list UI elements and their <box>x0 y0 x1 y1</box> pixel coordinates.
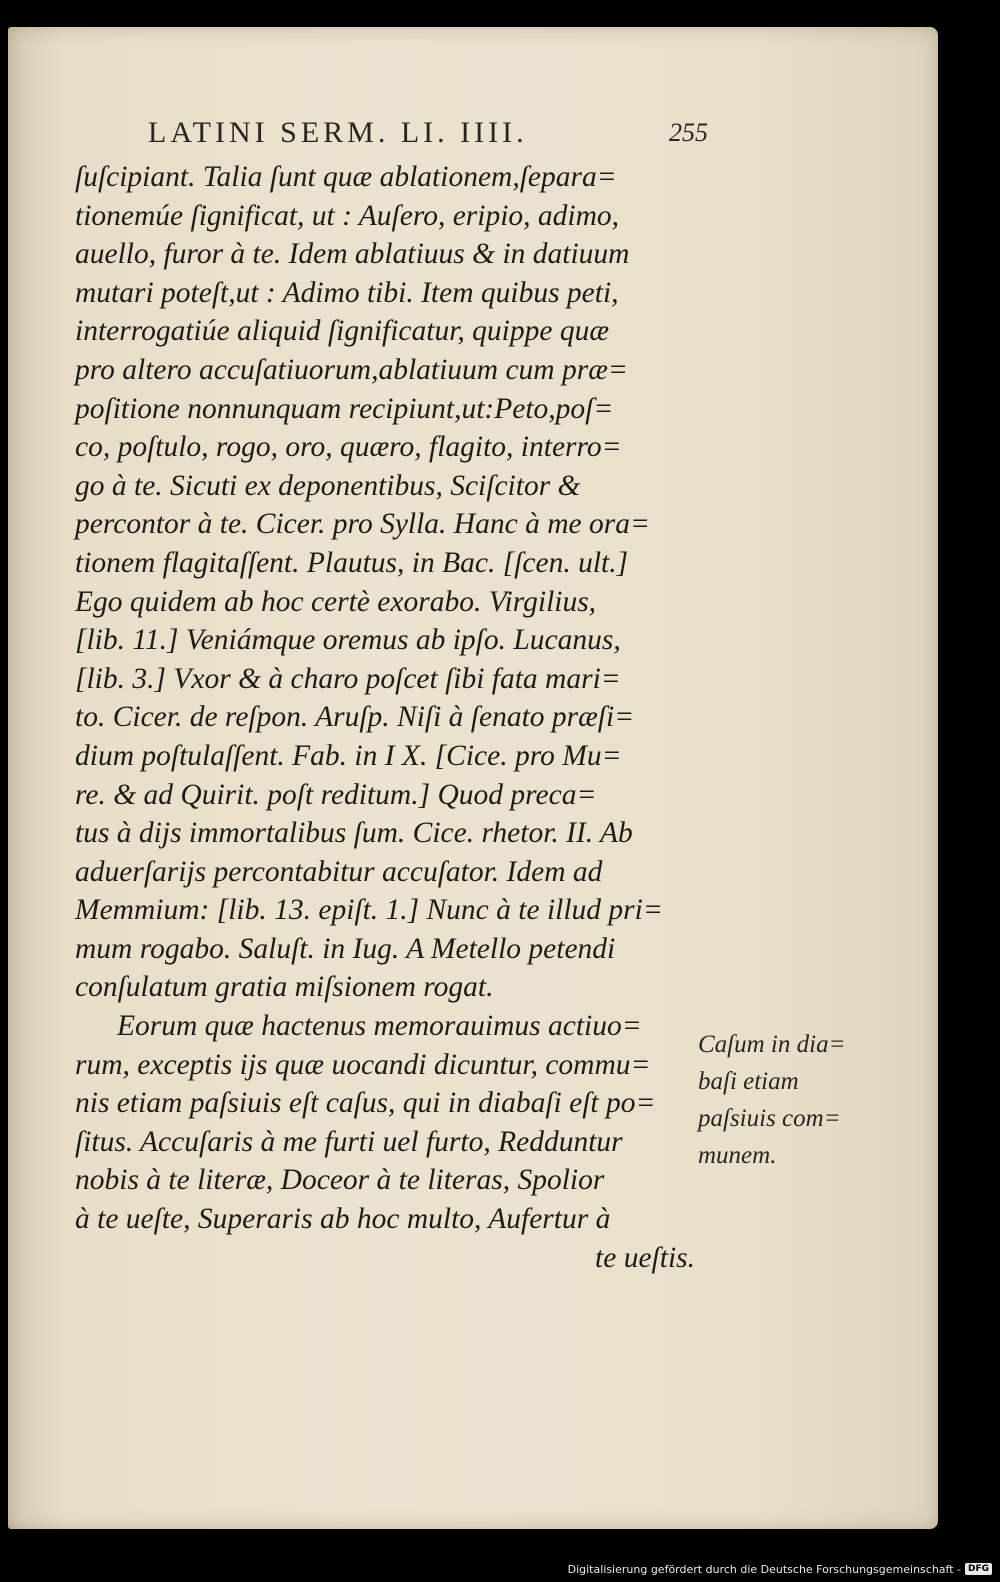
text-line: rum, exceptis ijs quæ uocandi dicuntur, commu= <box>75 1048 651 1081</box>
text-line: [lib. 3.] Vxor & à charo poſcet ſibi fata mari= <box>75 662 621 695</box>
text-line: nis etiam paſsiuis eſt caſus, qui in diabaſi eſt po= <box>75 1087 656 1120</box>
running-title: LATINI SERM. LI. IIII. <box>148 116 528 149</box>
text-line: tus à dijs immortalibus ſum. Cice. rhetor. II. Ab <box>75 817 633 850</box>
margin-note-line: Caſum in dia= <box>698 1031 846 1058</box>
text-line: poſitione nonnunquam recipiunt,ut:Peto,poſ= <box>75 392 614 425</box>
text-line: tionem flagitaſſent. Plautus, in Bac. [ſcen. ult.] <box>75 546 629 579</box>
text-line: nobis à te literæ, Doceor à te literas, Spolior <box>75 1164 605 1197</box>
page-number: 255 <box>669 118 708 147</box>
text-line: à te ueſte, Superaris ab hoc multo, Aufertur à <box>75 1203 611 1236</box>
text-line: ſitus. Accuſaris à me furti uel furto, Redduntur <box>75 1125 623 1158</box>
margin-note-line: baſi etiam <box>698 1068 799 1095</box>
running-header <box>148 116 708 156</box>
main-text <box>75 158 695 1277</box>
digitization-credit <box>568 1558 992 1580</box>
text-line: tionemúe ſignificat, ut : Auſero, eripio, adimo, <box>75 199 620 232</box>
text-line: co, poſtulo, rogo, oro, quæro, flagito, interro= <box>75 431 622 464</box>
text-line: go à te. Sicuti ex deponentibus, Sciſcitor & <box>75 469 581 502</box>
text-line: pro altero accuſatiuorum,ablatiuum cum præ= <box>75 353 628 386</box>
text-line-final: te ueſtis. <box>595 1241 695 1274</box>
text-line: auello, furor à te. Idem ablatiuus & in datiuum <box>75 238 630 271</box>
paragraph-start-line: Eorum quæ hactenus memorauimus actiuo= <box>117 1010 642 1043</box>
text-line: percontor à te. Cicer. pro Sylla. Hanc à me ora= <box>75 508 650 541</box>
text-line: [lib. 11.] Veniámque oremus ab ipſo. Lucanus, <box>75 624 621 657</box>
text-line: Memmium: [lib. 13. epiſt. 1.] Nunc à te illud pri= <box>75 894 663 927</box>
text-line: Ego quidem ab hoc certè exorabo. Virgilius, <box>75 585 597 618</box>
text-line: dium poſtulaſſent. Fab. in I X. [Cice. pro Mu= <box>75 739 622 772</box>
margin-note-line: paſsiuis com= <box>698 1105 841 1132</box>
credit-text: Digitalisierung gefördert durch die Deutsche Forschungsgemeinschaft - <box>567 1562 961 1576</box>
dfg-logo: DFG <box>965 1563 992 1575</box>
text-line: re. & ad Quirit. poſt reditum.] Quod preca= <box>75 778 597 811</box>
text-line: conſulatum gratia miſsionem rogat. <box>75 971 494 1004</box>
text-line: to. Cicer. de reſpon. Aruſp. Niſi à ſenato præſi= <box>75 701 635 734</box>
text-line: mutari poteſt,ut : Adimo tibi. Item quibus peti, <box>75 276 619 309</box>
text-line: aduerſarijs percontabitur accuſator. Idem ad <box>75 855 603 888</box>
text-line: ſuſcipiant. Talia ſunt quæ ablationem,ſepara= <box>75 161 617 193</box>
text-line: interrogatiúe aliquid ſignificatur, quippe quæ <box>75 315 609 348</box>
margin-note-line: munem. <box>698 1142 777 1169</box>
marginal-note <box>698 1026 878 1174</box>
text-line: mum rogabo. Saluſt. in Iug. A Metello petendi <box>75 932 616 965</box>
